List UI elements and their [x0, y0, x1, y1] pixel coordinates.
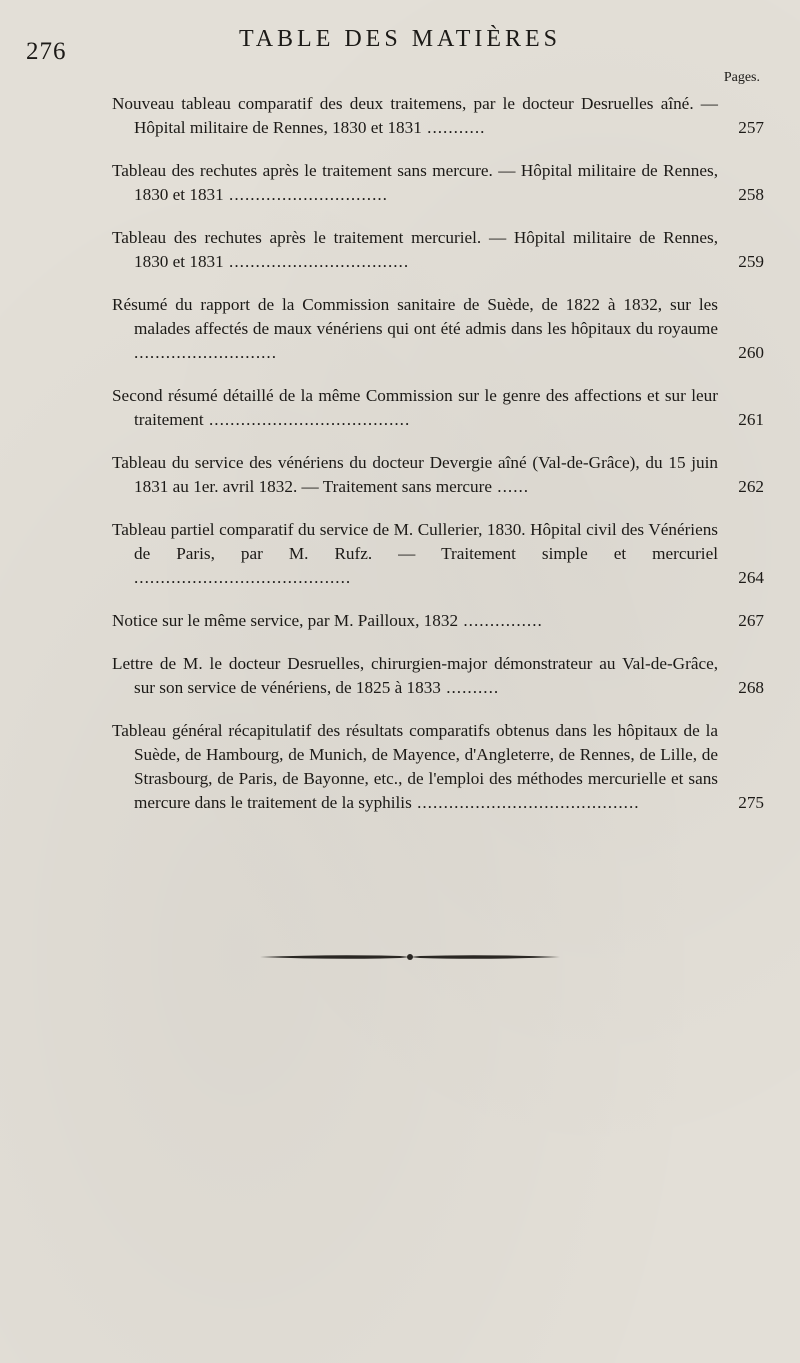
toc-entry-text: Lettre de M. le docteur Desruelles, chirurgien-major démonstrateur au Val-de-Grâce, sur son service de vénériens, de 1825 à 1833 [112, 654, 718, 697]
toc-entry [112, 451, 764, 499]
toc-entry [112, 92, 764, 140]
toc-entry-text: Tableau des rechutes après le traitement sans mercure. — Hôpital militaire de Rennes, 1830 et 1831 [112, 161, 718, 204]
toc-entry-page: 259 [738, 252, 764, 271]
pages-column-label: Pages. [723, 70, 760, 85]
dot-leader: ......................................... [134, 568, 352, 587]
toc-entry-page: 260 [738, 343, 764, 362]
toc-entry-text: Résumé du rapport de la Commission sanitaire de Suède, de 1822 à 1832, sur les malades affectés de maux vénériens qui ont été admis dans les hôpitaux du royaume [112, 295, 718, 338]
dot-leader: ...................................... [203, 410, 411, 429]
toc-entry-text: Tableau général récapitulatif des résultats comparatifs obtenus dans les hôpitaux de la Suède, de Hambourg, de Munich, de Mayence, d'Angleterre, de Rennes, de Lille, de Strasbourg, de Paris, de Bayonne, etc., de l'emploi des méthodes mercurielle et sans mercure dans le traitement de la syphilis [112, 721, 718, 812]
ornament-rule [260, 950, 560, 964]
toc-entry-text: Tableau partiel comparatif du service de M. Cullerier, 1830. Hôpital civil des Vénériens de Paris, par M. Rufz. — Traitement simple et mercuriel [112, 520, 718, 563]
toc-entry-page: 262 [738, 477, 764, 496]
dot-leader: ........................... [134, 343, 278, 362]
table-of-contents [112, 92, 764, 834]
toc-entry-page: 275 [738, 793, 764, 812]
toc-entry [112, 384, 764, 432]
toc-entry [112, 719, 764, 815]
toc-entry [112, 609, 764, 633]
dot-leader: ............... [458, 611, 543, 630]
toc-entry [112, 518, 764, 590]
toc-entry-text: Second résumé détaillé de la même Commission sur le genre des affections et sur leur traitement [112, 386, 718, 429]
toc-entry-text: Notice sur le même service, par M. Pailloux, 1832 [112, 611, 459, 630]
toc-entry-page: 264 [738, 568, 764, 587]
toc-entry-text: Nouveau tableau comparatif des deux traitemens, par le docteur Desruelles aîné. — Hôpital militaire de Rennes, 1830 et 1831 [112, 94, 718, 137]
dot-leader: ...... [492, 477, 530, 496]
page-number: 276 [26, 38, 67, 65]
dot-leader: .................................. [223, 252, 410, 271]
toc-entry-page: 257 [738, 118, 764, 137]
toc-entry-page: 261 [738, 410, 764, 429]
toc-entry-page: 258 [738, 185, 764, 204]
toc-entry [112, 652, 764, 700]
toc-entry-page: 268 [738, 678, 764, 697]
dot-leader: .......................................... [411, 793, 640, 812]
dot-leader: .......... [440, 678, 500, 697]
toc-entry-text: Tableau des rechutes après le traitement mercuriel. — Hôpital militaire de Rennes, 1830 et 1831 [112, 228, 718, 271]
toc-entry [112, 159, 764, 207]
dot-leader: ........... [421, 118, 486, 137]
running-title: TABLE DES MATIÈRES [238, 26, 562, 52]
toc-entry [112, 226, 764, 274]
dot-leader: .............................. [223, 185, 388, 204]
toc-entry-page: 267 [738, 611, 764, 630]
toc-entry-text: Tableau du service des vénériens du docteur Devergie aîné (Val-de-Grâce), du 15 juin 1831 au 1er. avril 1832. — Traitement sans mercure [112, 453, 718, 496]
toc-entry [112, 293, 764, 365]
